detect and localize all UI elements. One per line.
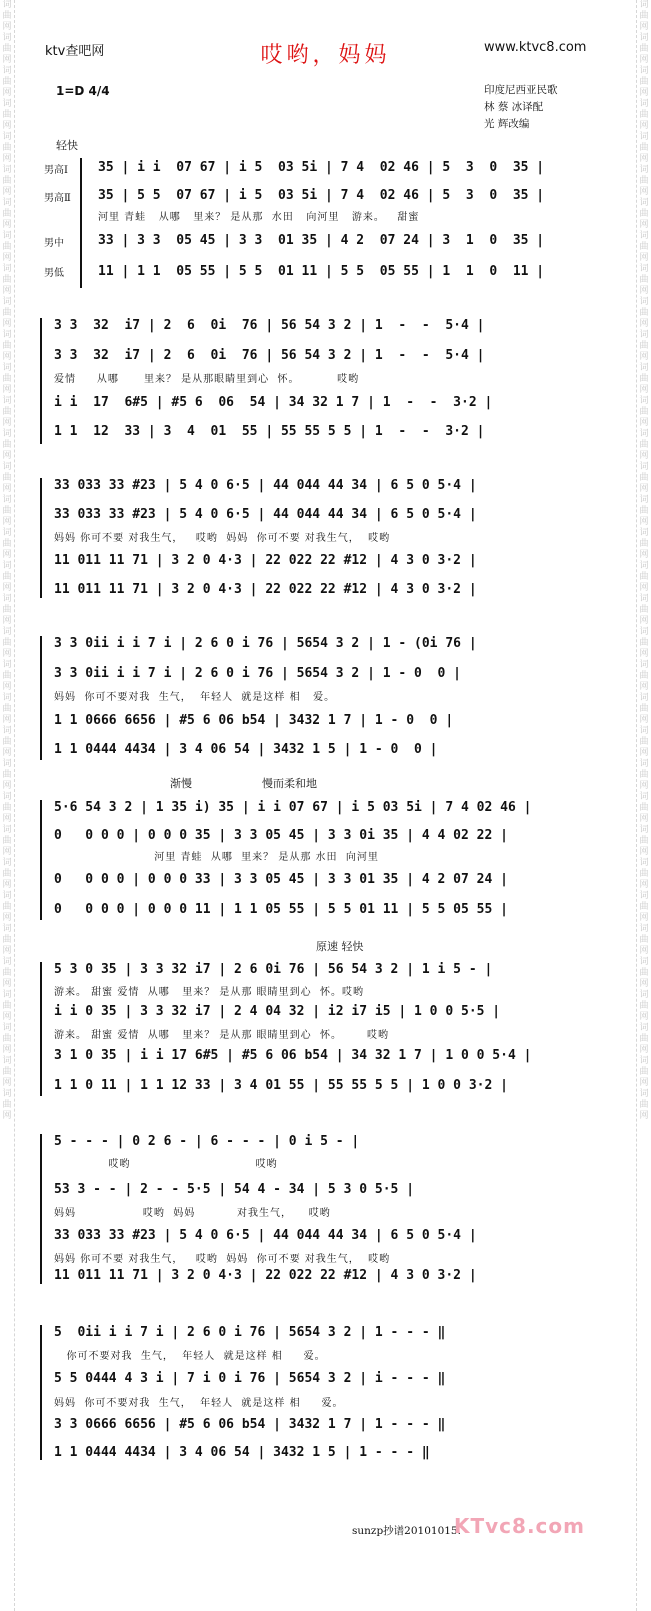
score-system-2 <box>40 318 600 444</box>
credit-translators: 林 蔡 冰译配 <box>484 101 544 113</box>
notation-row: 11 011 11 71 | 3 2 0 4·3 | 22 022 22 #12 | 4 3 0 3·2 | <box>54 553 477 568</box>
notation-row: 3 3 0ii i i 7 i | 2 6 0 i 76 | 5654 3 2 | 1 - (0i 76 | <box>54 636 477 651</box>
system-bracket <box>40 636 50 760</box>
lyric-row: 妈妈 你可不要 对我生气， 哎哟 妈妈 你可不要 对我生气， 哎哟 <box>54 533 391 544</box>
tempo-marking: 慢而柔和地 <box>262 777 317 790</box>
song-title: 哎哟，妈妈 <box>260 43 391 68</box>
score-system-7 <box>40 1134 600 1284</box>
system-bracket <box>40 1134 50 1284</box>
score-system-3 <box>40 478 600 598</box>
lyric-row: 哎哟 哎哟 <box>54 1159 278 1170</box>
notation-row: 3 1 0 35 | i i 17 6#5 | #5 6 06 b54 | 34 32 1 7 | 1 0 0 5·4 | <box>54 1048 532 1063</box>
notation-row: 0 0 0 0 | 0 0 0 33 | 3 3 05 45 | 3 3 01 35 | 4 2 07 24 | <box>54 872 508 887</box>
lyric-row: 妈妈 你可不要对我 生气， 年轻人 就是这样 相 爱。 <box>54 1398 344 1409</box>
score-system-1 <box>40 158 600 288</box>
score-system-6 <box>40 962 600 1096</box>
notation-row: i i 17 6#5 | #5 6 06 54 | 34 32 1 7 | 1 - - 3·2 | <box>54 395 493 410</box>
transcriber-credit: sunzp抄谱20101015. <box>352 1525 461 1537</box>
notation-row: 5 - - - | 0 2 6 - | 6 - - - | 0 i 5 - | <box>54 1134 360 1149</box>
notation-row: 1 1 0444 4434 | 3 4 06 54 | 3432 1 5 | 1 - 0 0 | <box>54 742 438 757</box>
tempo-marking: 轻快 <box>56 139 78 152</box>
lyric-row: 你可不要对我 生气， 年轻人 就是这样 相 爱。 <box>54 1351 326 1362</box>
voice-label: 男高Ⅱ <box>44 193 71 204</box>
notation-row: 1 1 0444 4434 | 3 4 06 54 | 3432 1 5 | 1 - - - ‖ <box>54 1445 430 1460</box>
system-bracket <box>40 800 50 920</box>
system-bracket <box>40 962 50 1096</box>
lyric-row: 妈妈 你可不要 对我生气， 哎哟 妈妈 你可不要 对我生气， 哎哟 <box>54 1254 391 1265</box>
lyric-row: 河里 青蛙 从哪 里来？ 是从那 水田 向河里 游来。 甜蜜 <box>98 212 420 223</box>
notation-row: 11 | 1 1 05 55 | 5 5 01 11 | 5 5 05 55 | 1 1 0 11 | <box>98 264 545 279</box>
tempo-marking: 渐慢 <box>170 777 192 790</box>
notation-row: 0 0 0 0 | 0 0 0 11 | 1 1 05 55 | 5 5 01 11 | 5 5 05 55 | <box>54 902 508 917</box>
credits <box>484 82 558 133</box>
notation-row: 1 1 12 33 | 3 4 01 55 | 55 55 5 5 | 1 - - 3·2 | <box>54 424 485 439</box>
notation-row: 33 033 33 #23 | 5 4 0 6·5 | 44 044 44 34 | 6 5 0 5·4 | <box>54 507 477 522</box>
lyric-row: 游来。 甜蜜 爱情 从哪 里来？ 是从那 眼睛里到心 怀。哎哟 <box>54 987 364 998</box>
system-bracket <box>40 478 50 598</box>
notation-row: 1 1 0 11 | 1 1 12 33 | 3 4 01 55 | 55 55 5 5 | 1 0 0 3·2 | <box>54 1078 508 1093</box>
notation-row: 1 1 0666 6656 | #5 6 06 b54 | 3432 1 7 | 1 - 0 0 | <box>54 713 454 728</box>
site-name-left: ktv查吧网 <box>45 44 105 59</box>
notation-row: 3 3 32 i7 | 2 6 0i 76 | 56 54 3 2 | 1 - - 5·4 | <box>54 348 485 363</box>
notation-row: 5·6 54 3 2 | 1 35 i) 35 | i i 07 67 | i 5 03 5i | 7 4 02 46 | <box>54 800 532 815</box>
site-watermark-logo: KTvc8.com <box>454 1514 585 1538</box>
lyric-row: 河里 青蛙 从哪 里来？ 是从那 水田 向河里 <box>54 852 379 863</box>
notation-row: 33 033 33 #23 | 5 4 0 6·5 | 44 044 44 34 | 6 5 0 5·4 | <box>54 478 477 493</box>
system-bracket <box>40 1325 50 1460</box>
lyric-row: 妈妈 你可不要对我 生气， 年轻人 就是这样 相 爱。 <box>54 692 336 703</box>
notation-row: 35 | 5 5 07 67 | i 5 03 5i | 7 4 02 46 | 5 3 0 35 | <box>98 188 545 203</box>
notation-row: 3 3 0666 6656 | #5 6 06 b54 | 3432 1 7 | 1 - - - ‖ <box>54 1417 446 1432</box>
tempo-marking: 原速 轻快 <box>316 940 364 953</box>
site-url-right: www.ktvc8.com <box>484 40 587 55</box>
score-system-5 <box>40 800 600 920</box>
left-watermark-strip: 词曲网词曲网词曲网词曲网词曲网词曲网词曲网词曲网词曲网词曲网词曲网词曲网词曲网词曲网词曲网词曲网词曲网词曲网词曲网词曲网词曲网词曲网词曲网词曲网词曲网词曲网词曲网词曲网词曲网词曲网词曲网词曲网词曲网词曲网 <box>0 0 15 1611</box>
notation-row: 5 3 0 35 | 3 3 32 i7 | 2 6 0i 76 | 56 54 3 2 | 1 i 5 - | <box>54 962 493 977</box>
key-signature: 1=D 4/4 <box>56 84 110 98</box>
score-system-4 <box>40 636 600 760</box>
lyric-row: 爱情 从哪 里来？ 是从那眼睛里到心 怀。 哎哟 <box>54 374 360 385</box>
notation-row: 3 3 0ii i i 7 i | 2 6 0 i 76 | 5654 3 2 | 1 - 0 0 | <box>54 666 461 681</box>
lyric-row: 妈妈 哎哟 妈妈 对我生气， 哎哟 <box>54 1208 331 1219</box>
notation-row: 3 3 32 i7 | 2 6 0i 76 | 56 54 3 2 | 1 - - 5·4 | <box>54 318 485 333</box>
right-watermark-strip: 词曲网词曲网词曲网词曲网词曲网词曲网词曲网词曲网词曲网词曲网词曲网词曲网词曲网词曲网词曲网词曲网词曲网词曲网词曲网词曲网词曲网词曲网词曲网词曲网词曲网词曲网词曲网词曲网词曲网词曲网词曲网词曲网词曲网词曲网 <box>636 0 651 1611</box>
notation-row: i i 0 35 | 3 3 32 i7 | 2 4 04 32 | i2 i7 i5 | 1 0 0 5·5 | <box>54 1004 501 1019</box>
system-bracket <box>80 158 90 288</box>
credit-origin: 印度尼西亚民歌 <box>484 84 558 96</box>
score-system-8 <box>40 1325 600 1460</box>
notation-row: 53 3 - - | 2 - - 5·5 | 54 4 - 34 | 5 3 0 5·5 | <box>54 1182 415 1197</box>
notation-row: 5 5 0444 4 3 i | 7 i 0 i 76 | 5654 3 2 | i - - - ‖ <box>54 1371 446 1386</box>
notation-row: 5 0ii i i 7 i | 2 6 0 i 76 | 5654 3 2 | 1 - - - ‖ <box>54 1325 446 1340</box>
voice-label: 男中 <box>44 238 64 249</box>
credit-arranger: 光 辉改编 <box>484 118 530 130</box>
notation-row: 33 033 33 #23 | 5 4 0 6·5 | 44 044 44 34 | 6 5 0 5·4 | <box>54 1228 477 1243</box>
lyric-row: 游来。 甜蜜 爱情 从哪 里来？ 是从那 眼睛里到心 怀。 哎哟 <box>54 1030 390 1041</box>
voice-label: 男高Ⅰ <box>44 165 68 176</box>
notation-row: 33 | 3 3 05 45 | 3 3 01 35 | 4 2 07 24 | 3 1 0 35 | <box>98 233 545 248</box>
notation-row: 0 0 0 0 | 0 0 0 35 | 3 3 05 45 | 3 3 0i 35 | 4 4 02 22 | <box>54 828 508 843</box>
voice-label: 男低 <box>44 268 64 279</box>
notation-row: 35 | i i 07 67 | i 5 03 5i | 7 4 02 46 | 5 3 0 35 | <box>98 160 545 175</box>
notation-row: 11 011 11 71 | 3 2 0 4·3 | 22 022 22 #12 | 4 3 0 3·2 | <box>54 582 477 597</box>
system-bracket <box>40 318 50 444</box>
notation-row: 11 011 11 71 | 3 2 0 4·3 | 22 022 22 #12 | 4 3 0 3·2 | <box>54 1268 477 1283</box>
